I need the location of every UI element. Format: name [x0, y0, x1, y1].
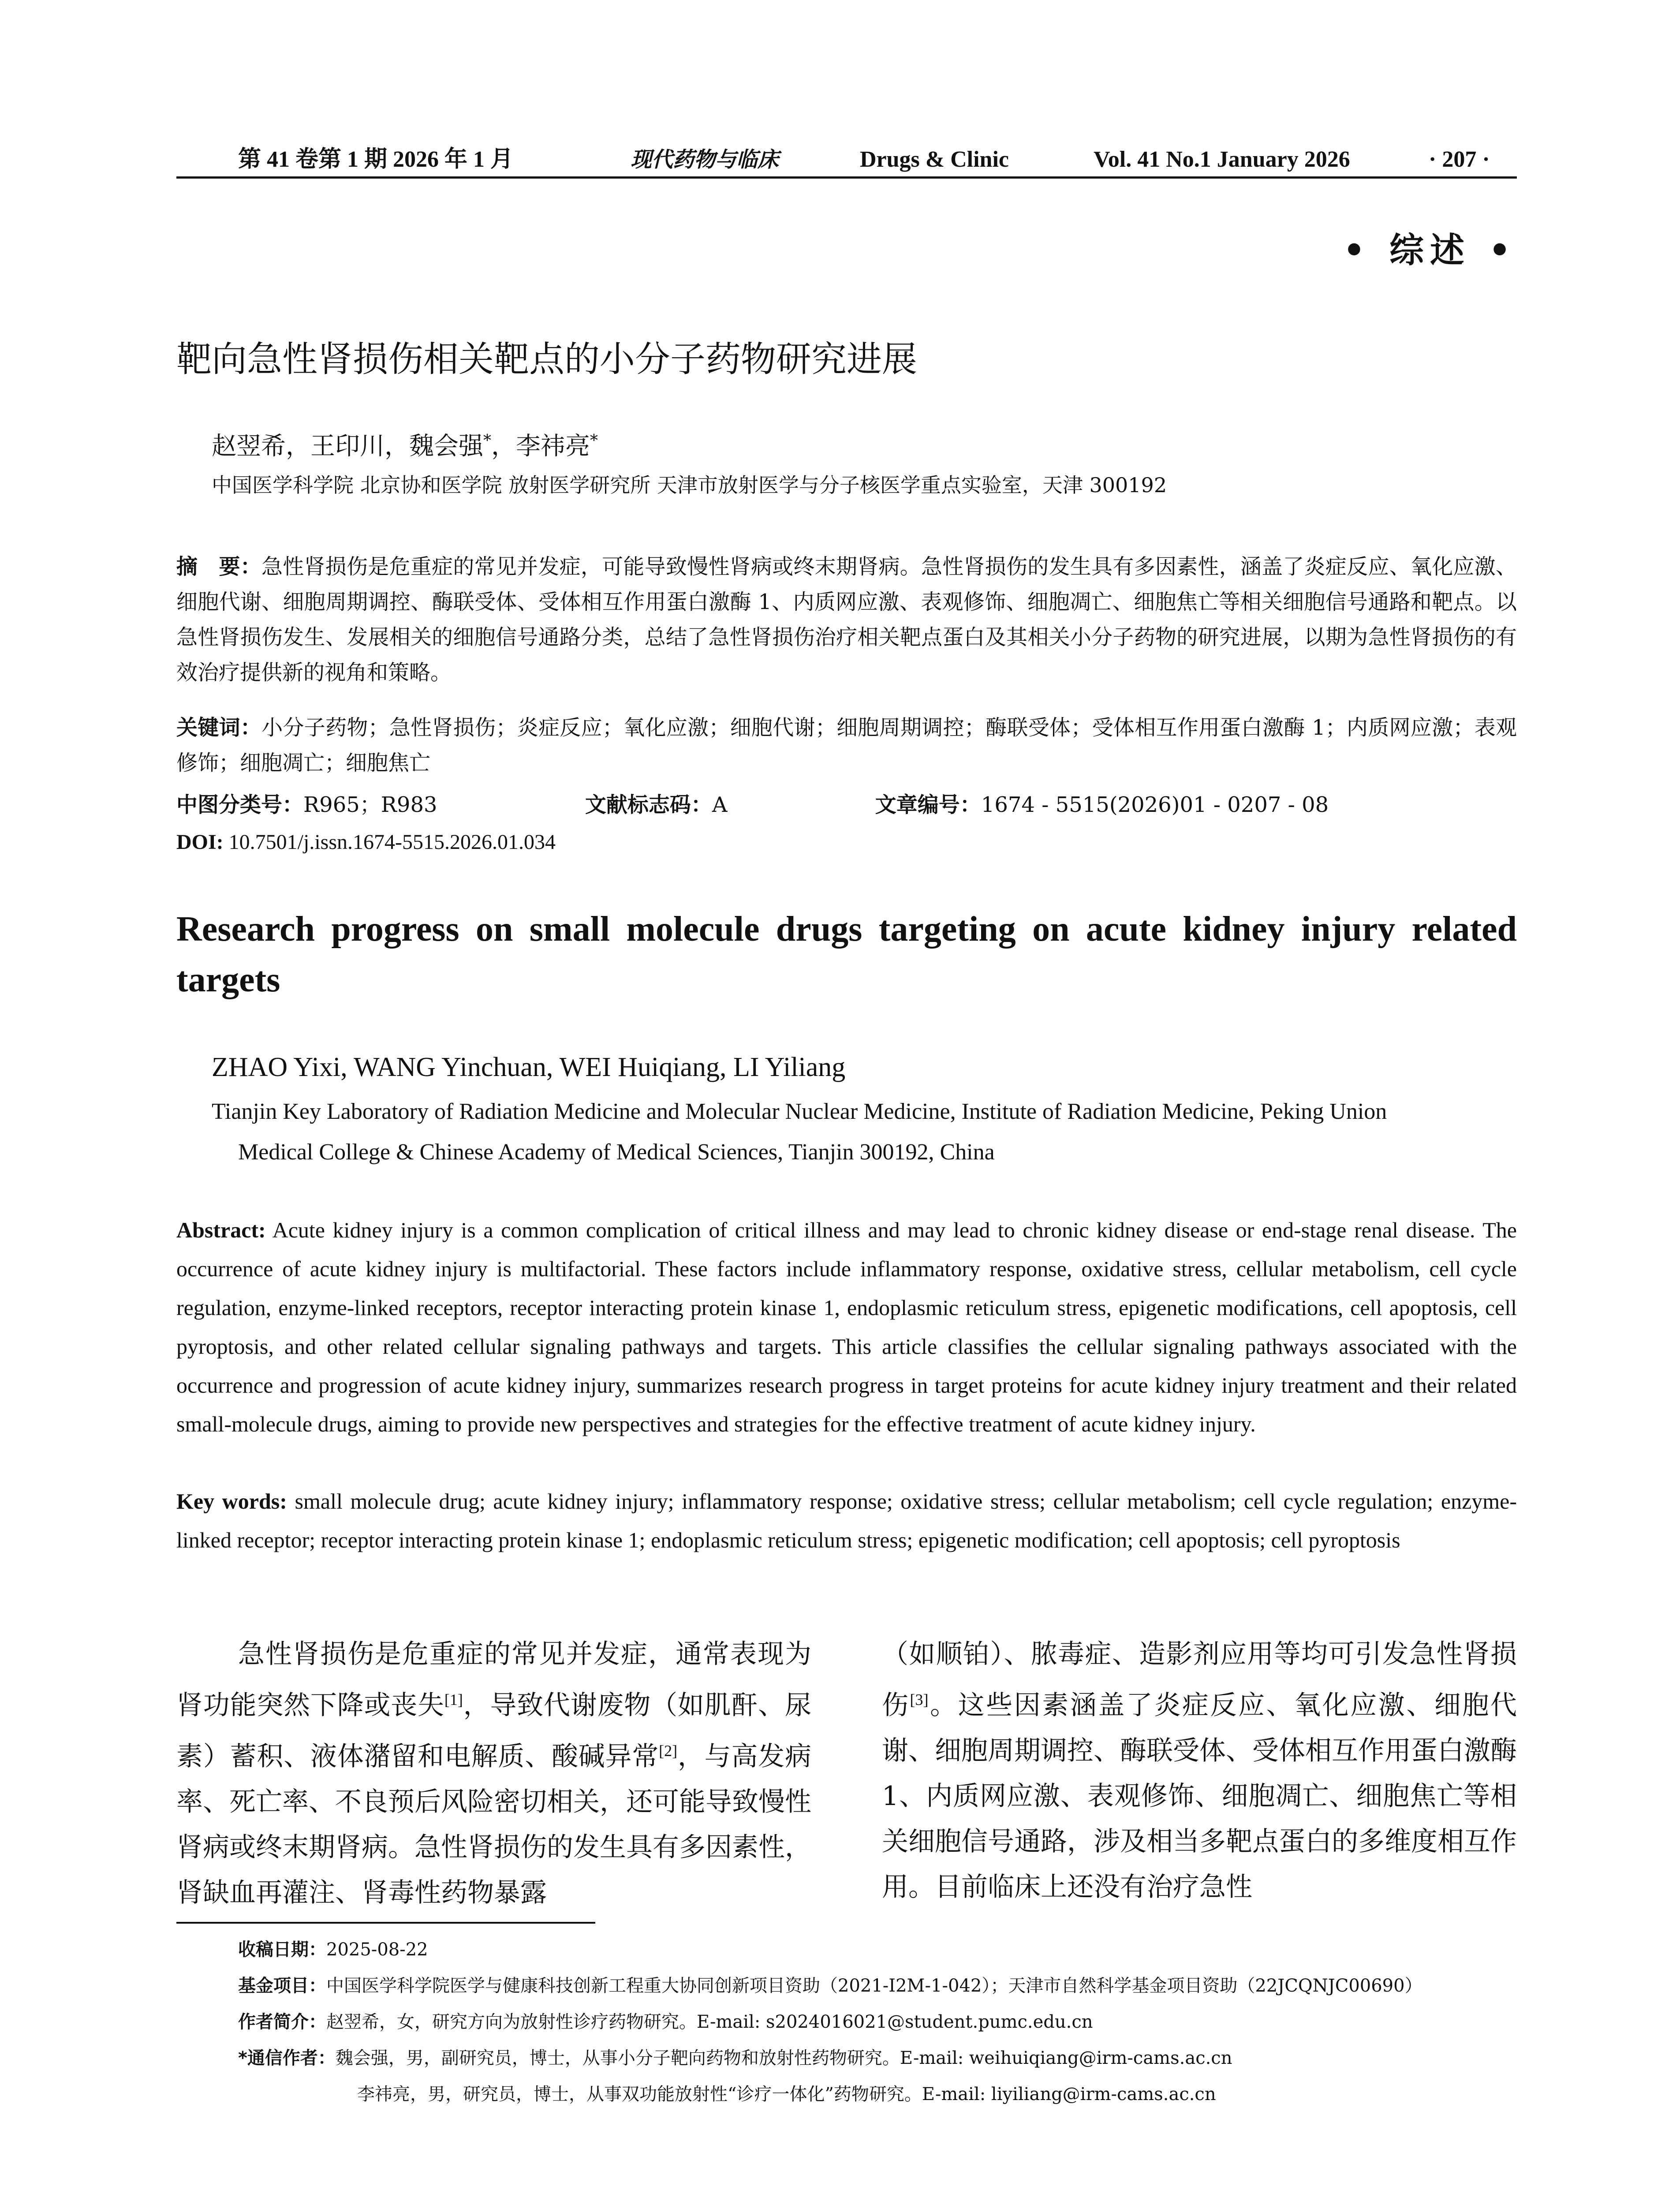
authors-cn-part1: 赵翌希，王印川，魏会强: [212, 432, 483, 461]
doi-value[interactable]: 10.7501/j.issn.1674-5515.2026.01.034: [228, 830, 556, 854]
abstract-cn-label: 摘 要：: [176, 554, 262, 579]
footnote-author-bio: 作者简介：赵翌希，女，研究方向为放射性诊疗药物研究。E-mail: s2024016021@student.pumc.edu.cn: [238, 2012, 1093, 2032]
citation-ref[interactable]: [2]: [659, 1742, 678, 1760]
clc-number: 中图分类号：R965；R983: [176, 792, 437, 817]
abstract-en: [176, 1211, 1517, 1443]
keywords-en: [176, 1482, 1517, 1559]
affiliation-en: [212, 1091, 1517, 1173]
header-journal-cn: 现代药物与临床: [631, 147, 779, 172]
footnote-corresponding: *通信作者：魏会强，男，副研究员，博士，从事小分子靶向药物和放射性药物研究。E-mail: weihuiqiang@irm-cams.ac.cn: [238, 2048, 1232, 2068]
keywords-cn-label: 关键词：: [176, 715, 262, 740]
authors-cn-part2: ，李祎亮: [491, 432, 590, 461]
keywords-en-text: small molecule drug; acute kidney injury; inflammatory response; oxidative stress; cellular metabolism; cell cycle regulation; enzyme-linked receptor; receptor interacting protein kinase 1; endoplasmic reticulum stress; epigenetic modification; cell apoptosis; cell pyroptosis: [176, 1489, 1517, 1552]
doi: [176, 825, 556, 860]
authors-en: ZHAO Yixi, WANG Yinchuan, WEI Huiqiang, LI Yiliang: [212, 1052, 846, 1082]
header-page-number: · 207 ·: [1429, 147, 1490, 172]
body-column-left: 急性肾损伤是危重症的常见并发症，通常表现为肾功能突然下降或丧失[1]，导致代谢废物（如肌酐、尿素）蓄积、液体潴留和电解质、酸碱异常[2]，与高发病率、死亡率、不良预后风险密切相关，还可能导致慢性肾病或终末期肾病。急性肾损伤的发生具有多因素性，肾缺血再灌注、肾毒性药物暴露: [176, 1639, 812, 1908]
body-column-right: （如顺铂）、脓毒症、造影剂应用等均可引发急性肾损伤[3]。这些因素涵盖了炎症反应、氧化应激、细胞代谢、细胞周期调控、酶联受体、受体相互作用蛋白激酶 1、内质网应激、表观修饰、细胞凋亡、细胞焦亡等相关细胞信号通路，涉及相当多靶点蛋白的多维度相互作用。目前临床上还没有治疗急性: [882, 1639, 1517, 1902]
keywords-cn: [176, 710, 1517, 781]
footnote-corresponding-2: 李祎亮，男，研究员，博士，从事双功能放射性“诊疗一体化”药物研究。E-mail: liyiliang@irm-cams.ac.cn: [357, 2084, 1216, 2104]
citation-ref[interactable]: [1]: [444, 1691, 463, 1708]
title-cn: 靶向急性肾损伤相关靶点的小分子药物研究进展: [176, 339, 917, 380]
abstract-cn-text: 急性肾损伤是危重症的常见并发症，可能导致慢性肾病或终末期肾病。急性肾损伤的发生具有多因素性，涵盖了炎症反应、氧化应激、细胞代谢、细胞周期调控、酶联受体、受体相互作用蛋白激酶 1、内质网应激、表观修饰、细胞凋亡、细胞焦亡等相关细胞信号通路和靶点。以急性肾损伤发生、发展相关的细胞信号通路分类，总结了急性肾损伤治疗相关靶点蛋白及其相关小分子药物的研究进展，以期为急性肾损伤的有效治疗提供新的视角和策略。: [176, 554, 1517, 685]
footnote-fund: 基金项目：中国医学科学院医学与健康科技创新工程重大协同创新项目资助（2021-I2M-1-042）；天津市自然科学基金项目资助（22JCQNJC00690）: [238, 1976, 1422, 1996]
keywords-en-label: Key words:: [176, 1489, 287, 1514]
running-header: [176, 142, 1517, 182]
title-en: Research progress on small molecule drugs targeting on acute kidney injury related targets: [176, 910, 1517, 999]
affiliation-en-line1: Tianjin Key Laboratory of Radiation Medicine and Molecular Nuclear Medicine, Institute of Radiation Medicine, Peking Union: [212, 1099, 1387, 1124]
doi-label: DOI:: [176, 830, 224, 854]
footnote-received: 收稿日期：2025-08-22: [238, 1940, 428, 1960]
abstract-en-text: Acute kidney injury is a common complication of critical illness and may lead to chronic kidney disease or end-stage renal disease. The occurrence of acute kidney injury is multifactorial. These factors include inflammatory response, oxidative stress, cellular metabolism, cell cycle regulation, enzyme-linked receptors, receptor interacting protein kinase 1, endoplasmic reticulum stress, epigenetic modifications, cell apoptosis, cell pyroptosis, and other related cellular signaling pathways and targets. This article classifies the cellular signaling pathways associated with the occurrence and progression of acute kidney injury, summarizes research progress in target proteins for acute kidney injury treatment and their related small-molecule drugs, aiming to provide new perspectives and strategies for the effective treatment of acute kidney injury.: [176, 1218, 1517, 1436]
header-volume-en: Vol. 41 No.1 January 2026: [1094, 147, 1350, 172]
article-number: 文章编号：1674 - 5515(2026)01 - 0207 - 08: [875, 792, 1329, 817]
footnote-rule: [176, 1922, 595, 1924]
classification-line: [176, 787, 1517, 822]
corresponding-mark: *: [483, 432, 491, 450]
abstract-cn: [176, 549, 1517, 690]
affiliation-cn: 中国医学科学院 北京协和医学院 放射医学研究所 天津市放射医学与分子核医学重点实验室，天津 300192: [212, 473, 1167, 497]
keywords-cn-text: 小分子药物；急性肾损伤；炎症反应；氧化应激；细胞代谢；细胞周期调控；酶联受体；受体相互作用蛋白激酶 1；内质网应激；表观修饰；细胞凋亡；细胞焦亡: [176, 715, 1517, 775]
authors-cn: [212, 423, 598, 464]
abstract-en-label: Abstract:: [176, 1218, 266, 1242]
header-volume-cn: 第 41 卷第 1 期 2026 年 1 月: [238, 147, 514, 172]
section-label: • 综述 •: [1343, 230, 1517, 270]
header-journal-en: Drugs & Clinic: [860, 147, 1009, 172]
corresponding-mark: *: [590, 432, 598, 450]
footnotes: [238, 1932, 1517, 2112]
header-rule: [176, 176, 1517, 179]
affiliation-en-line2: Medical College & Chinese Academy of Medical Sciences, Tianjin 300192, China: [238, 1140, 995, 1165]
citation-ref[interactable]: [3]: [910, 1691, 929, 1708]
document-code: 文献标志码：A: [585, 792, 728, 817]
